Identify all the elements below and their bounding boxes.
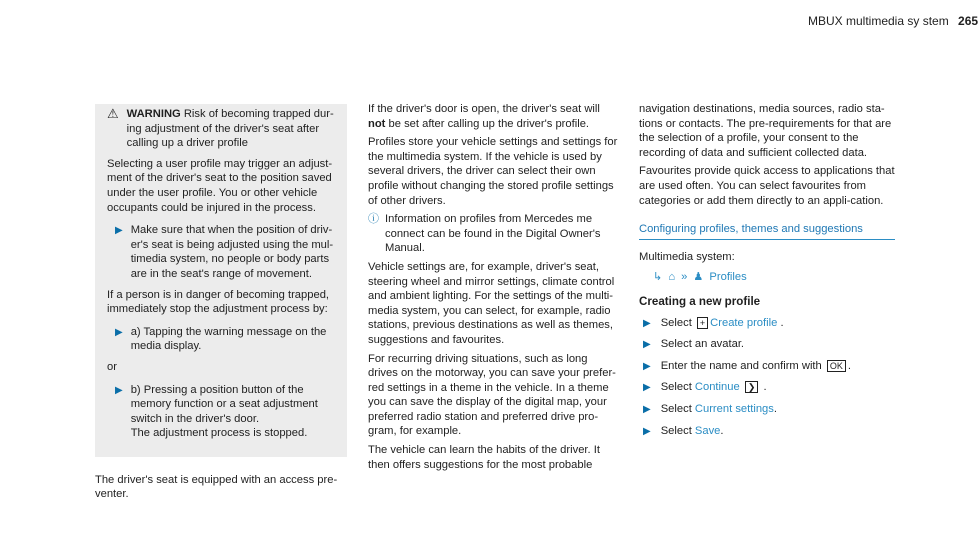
- step-text: Select an avatar.: [660, 338, 745, 351]
- paragraph: The driver's seat is equipped with an access pre-venter.: [95, 473, 338, 501]
- current-settings-link[interactable]: Current settings: [694, 402, 774, 415]
- text: Select: [660, 316, 695, 329]
- step-arrow-icon: ▶: [643, 317, 651, 329]
- bullet-result: The adjustment process is stopped.: [130, 427, 308, 440]
- info-note: [368, 212, 620, 256]
- warning-box: [95, 104, 347, 457]
- page-number: 265: [958, 14, 978, 28]
- step: [643, 316, 895, 332]
- text: .: [847, 359, 851, 372]
- multimedia-label: Multimedia system:: [639, 250, 735, 263]
- profile-icon: ♟: [693, 271, 704, 284]
- step-arrow-icon: ▶: [643, 403, 651, 415]
- column-1: [95, 104, 347, 506]
- bullet-arrow-icon: ▶: [115, 326, 123, 338]
- step-arrow-icon: ▶: [643, 382, 651, 394]
- paragraph: For recurring driving situations, such as long drives on the motorway, you can save your prefer-red settings in a theme in the vehicle. In a theme you can save the display of the digital map, your preferred radio station and preferred drive pro-gram, for example.: [368, 352, 616, 438]
- column-3: [639, 102, 895, 445]
- plus-icon: +: [697, 317, 708, 329]
- text: Select: [660, 424, 695, 437]
- bullet-arrow-icon: ▶: [115, 225, 123, 237]
- step-arrow-icon: ▶: [643, 360, 651, 372]
- step: [643, 337, 895, 353]
- section-title: Configuring profiles, themes and suggestions: [639, 222, 895, 240]
- home-icon[interactable]: ⌂: [668, 271, 676, 284]
- text: If the driver's door is open, the driver's seat will: [368, 103, 600, 115]
- warning-para: If a person is in danger of becoming trapped, immediately stop the adjustment process by:: [107, 288, 330, 316]
- bullet-text: a) Tapping the warning message on the media display.: [130, 325, 327, 353]
- step: [643, 402, 895, 418]
- info-icon: ⓘ: [368, 213, 379, 226]
- return-arrow-icon: ↳: [653, 271, 663, 284]
- warning-body: Selecting a user profile may trigger an adjust-ment of the driver's seat to the position saved under the user profile. You or other vehicle occupants could be injured in the process.: [107, 157, 333, 214]
- subsection-title: Creating a new profile: [639, 294, 761, 308]
- step-arrow-icon: ▶: [643, 425, 651, 437]
- warning-title: Risk of becoming trapped dur-ing adjustment of the driver's seat after calling up a driver profile: [126, 108, 334, 150]
- running-header: [808, 14, 978, 28]
- emphasis: not: [368, 117, 386, 130]
- create-profile-link[interactable]: Create profile: [710, 316, 778, 329]
- warning-bullet: [115, 223, 335, 281]
- paragraph: Profiles store your vehicle settings and settings for the multimedia system. If the vehicle is used by several drivers, the driver can select their own profile without changing the stored profile settings of other drivers.: [368, 136, 618, 207]
- paragraph: [368, 102, 620, 131]
- text: Select: [660, 402, 695, 415]
- bullet-text: Make sure that when the position of driv-er's seat is being adjusted using the mul-timedia system, no people or body parts are in the seat's range of movement.: [130, 224, 334, 280]
- paragraph: Vehicle settings are, for example, driver's seat, steering wheel and mirror settings, climate control and ambient lighting. For the settings of the multi-media system, you can select, for example, radio stations, previous destinations as well as themes, suggestions and favourites.: [368, 260, 615, 346]
- paragraph: navigation destinations, media sources, radio sta-tions or contacts. The pre-requirements for that are the selection of a profile, your consent to the recording of data and sufficient collected data.: [639, 103, 892, 159]
- path-separator-icon: »: [681, 271, 688, 284]
- text: .: [773, 402, 777, 415]
- column-2: [368, 102, 620, 476]
- text: be set after calling up the driver's profile.: [385, 117, 590, 130]
- save-link[interactable]: Save: [694, 424, 721, 437]
- text: .: [720, 424, 724, 437]
- text: Enter the name and confirm with: [660, 359, 825, 372]
- ok-key: OK: [827, 360, 846, 372]
- bullet-arrow-icon: ▶: [115, 384, 123, 396]
- warning-label: WARNING: [126, 108, 181, 120]
- bullet-text: b) Pressing a position button of the memory function or a seat adjustment switch in the driver's door.: [130, 383, 318, 425]
- warning-bullet: [115, 383, 335, 441]
- warning-header: [107, 107, 335, 151]
- warning-triangle-icon: ⚠: [107, 106, 119, 121]
- step: [643, 380, 895, 396]
- warning-bullet: [115, 325, 335, 354]
- chevron-right-icon: ❯: [745, 381, 759, 393]
- info-text: Information on profiles from Mercedes me connect can be found in the Digital Owner's Manual.: [385, 213, 601, 255]
- header-title: MBUX multimedia sy stem: [808, 14, 949, 28]
- text: .: [777, 316, 784, 329]
- profiles-link[interactable]: Profiles: [709, 271, 747, 284]
- paragraph: Favourites provide quick access to applications that are used often. You can select favourites from categories or add them directly to an appli-cation.: [639, 165, 895, 207]
- continue-link[interactable]: Continue: [694, 381, 740, 394]
- text: .: [760, 381, 767, 394]
- paragraph: The vehicle can learn the habits of the driver. It then offers suggestions for the most probable: [368, 444, 600, 471]
- menu-path: [653, 270, 895, 285]
- step: [643, 359, 895, 375]
- step-arrow-icon: ▶: [643, 339, 651, 351]
- step: [643, 424, 895, 440]
- or-text: or: [107, 360, 117, 373]
- text: Select: [660, 381, 695, 394]
